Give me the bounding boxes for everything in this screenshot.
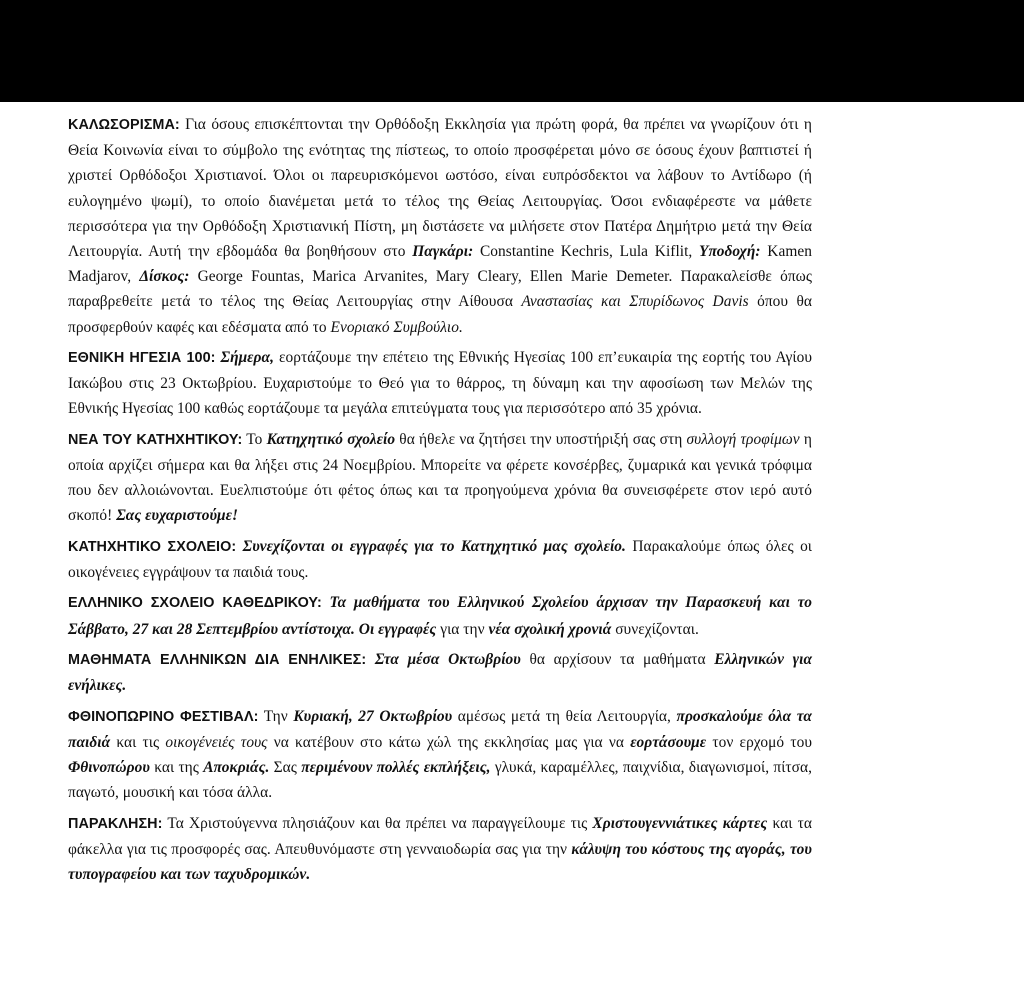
body-text: Την: [258, 707, 294, 725]
body-text: [366, 651, 375, 668]
emphasis-text: Ελληνικών για ενήλικες.: [68, 651, 813, 695]
emphasis-text: Σας ευχαριστούμε!: [116, 507, 239, 525]
announcement-heading: ΝΕΑ ΤΟΥ ΚΑΤΗΧΗΤΙΚΟΥ:: [68, 431, 243, 448]
announcement-catechism-news: [68, 427, 812, 529]
announcement-autumn-festival: [68, 704, 812, 806]
body-text: εορτάζουμε την επέτειο της Εθνικής Ηγεσίας 100 επ’ευκαιρία της εορτής του Αγίου Ιακώβου στις 23 Οκτωβρίου. Ευχαριστούμε το Θεό για το θάρρος, τη δύναμη και την αφοσίωση των Μελών της Εθνικής Ηγεσίας 100 καθώς εορτάζουμε τα μεγάλα επιτεύγματα τους για περισσότερο από 35 χρόνια.: [68, 349, 812, 418]
italic-text: συλλογή τροφίμων: [686, 430, 800, 448]
announcement-welcome: [68, 112, 812, 340]
emphasis-text: Στα μέσα Οκτωβρίου: [374, 651, 521, 668]
announcement-heading: ΚΑΤΗΧΗΤΙΚΟ ΣΧΟΛΕΙΟ:: [68, 538, 237, 555]
body-text: Για όσους επισκέπτονται την Ορθόδοξη Εκκλησία για πρώτη φορά, θα πρέπει να γνωρίζουν ότι η Θεία Κοινωνία είναι το σύμβολο της ενότητας της πίστεως, το οποίο προσφέρεται μόνο σε όσους έχουν βαπτιστεί ή χριστεί Ορθόδοξοι Χριστιανοί. Όλοι οι παρευρισκόμενοι ωστόσο, είναι ευπρόσδεκτοι να λάβουν το Αντίδωρο (ή ευλογημένο ψωμί), το οποίο διανέμεται μετά το τέλος της Θείας Λειτουργίας. Όσοι ενδιαφέρεστε να μάθετε περισσότερα για την Ορθόδοξη Χριστιανική Πίστη, μη διστάσετε να μιλήσετε στον Πατέρα Δημήτριο μετά την Θεία Λειτουργία. Αυτή την εβδομάδα θα βοηθήσουν στο: [68, 116, 812, 261]
italic-text: Αναστασίας και Σπυρίδωνος Davis: [521, 293, 749, 311]
body-text: και τις: [110, 733, 166, 751]
body-text: και της: [149, 759, 204, 776]
announcement-national-leadership: [68, 345, 812, 422]
emphasis-text: Χριστουγεννιάτικες κάρτες: [592, 814, 768, 832]
body-text: Τα Χριστούγεννα πλησιάζουν και θα πρέπει να παραγγείλουμε τις: [162, 814, 593, 832]
announcement-heading: ΕΛΛΗΝΙΚΟ ΣΧΟΛΕΙΟ ΚΑΘΕΔΡΙΚΟΥ:: [68, 595, 322, 612]
emphasis-text: Φθινοπώρου: [68, 759, 150, 776]
emphasis-text: Παγκάρι:: [412, 243, 474, 261]
announcement-heading: ΦΘΙΝΟΠΩΡΙΝΟ ΦΕΣΤΙΒΑΛ:: [68, 708, 259, 725]
announcement-heading: ΠΑΡΑΚΛΗΣΗ:: [68, 815, 163, 832]
header-bar: [68, 57, 810, 102]
bulletin-body: [0, 102, 1024, 999]
emphasis-text: Κατηχητικό σχολείο: [266, 430, 396, 448]
body-text: αμέσως μετά τη θεία Λειτουργία,: [452, 707, 677, 725]
body-text: συνεχίζονται.: [611, 620, 699, 638]
emphasis-text: Κυριακή, 27 Οκτωβρίου: [293, 707, 453, 725]
body-text: και τα φάκελλα για τις προσφορές σας. Απευθυνόμαστε στη γενναιοδωρία σας για την: [68, 814, 812, 858]
italic-text: Ενοριακό Συμβούλιο.: [330, 318, 463, 336]
body-text: Παρακαλούμε όπως όλες οι οικογένειες εγγράψουν τα παιδιά τους.: [68, 537, 813, 582]
body-text: Σας: [269, 759, 302, 776]
body-text: Το: [242, 430, 267, 448]
emphasis-text: κάλυψη του κόστους της αγοράς, του τυπογραφείου και των ταχυδρομικών.: [68, 840, 812, 883]
body-text: θα αρχίσουν τα μαθήματα: [520, 651, 715, 668]
announcements: [68, 112, 812, 892]
body-text: η οποία αρχίζει σήμερα και θα λήξει στις 24 Νοεμβρίου. Μπορείτε να φέρετε κονσέρβες, ζυμαρικά και γενικά τρόφιμα που δεν αλλοιώνονται. Ευελπιστούμε ότι φέτος όπως και τα προηγούμενα χρόνια θα συνεισφέρετε στον ιερό αυτό σκοπό!: [68, 430, 813, 525]
body-text: [322, 594, 330, 611]
emphasis-text: Αποκριάς.: [203, 759, 270, 776]
emphasis-text: νέα σχολική χρονιά: [488, 620, 612, 638]
announcement-request: [68, 811, 812, 888]
announcement-adult-greek: [68, 647, 812, 698]
announcement-heading: ΕΘΝΙΚΗ ΗΓΕΣΙΑ 100:: [68, 350, 216, 367]
body-text: Constantine Kechris, Lula Kiflit,: [473, 243, 700, 261]
body-text: Kamen Madjarov,: [68, 243, 812, 286]
emphasis-text: Τα μαθήματα του Ελληνικού Σχολείου άρχισαν την Παρασκευή και το Σάββατο, 27 και 28 Σεπτεμβρίου αντίστοιχα. Οι εγγραφές: [68, 594, 812, 638]
body-text: για την: [436, 620, 489, 638]
emphasis-text: Υποδοχή:: [699, 243, 761, 261]
body-text: όπου θα προσφερθούν καφές και εδέσματα από το: [68, 293, 812, 336]
emphasis-text: προσκαλούμε όλα τα παιδιά: [68, 707, 812, 751]
emphasis-text: Συνεχίζονται οι εγγραφές για το Κατηχητικό μας σχολείο.: [242, 537, 626, 555]
body-text: να κατέβουν στο κάτω χώλ της εκκλησίας μας για να: [267, 733, 631, 751]
emphasis-text: εορτάσουμε: [630, 733, 707, 751]
emphasis-text: Δίσκος:: [139, 268, 190, 286]
announcement-heading: ΚΑΛΩΣΟΡΙΣΜΑ:: [68, 117, 180, 133]
emphasis-text: περιμένουν πολλές εκπλήξεις,: [301, 759, 491, 776]
announcement-heading: ΜΑΘΗΜΑΤΑ ΕΛΛΗΝΙΚΩΝ ΔΙΑ ΕΝΗΛΙΚΕΣ:: [68, 652, 367, 668]
announcement-greek-school: [68, 590, 812, 641]
body-text: γλυκά, καραμέλλες, παιχνίδια, διαγωνισμοί, πίτσα, παγωτό, μουσική και τόσα άλλα.: [68, 759, 813, 802]
announcement-catechism-school: [68, 534, 812, 585]
italic-text: οικογένειές τους: [165, 733, 268, 751]
body-text: George Fountas, Marica Arvanites, Mary Cleary, Ellen Marie Demeter. Παρακαλείσθε όπως παραβρεθείτε μετά το τέλος της Θείας Λειτουργίας στην Αίθουσα: [68, 268, 813, 311]
body-text: τον ερχομό του: [706, 733, 812, 751]
emphasis-text: Σήμερα,: [220, 349, 274, 367]
body-text: θα ήθελε να ζητήσει την υποστήριξή σας στη: [395, 430, 687, 448]
